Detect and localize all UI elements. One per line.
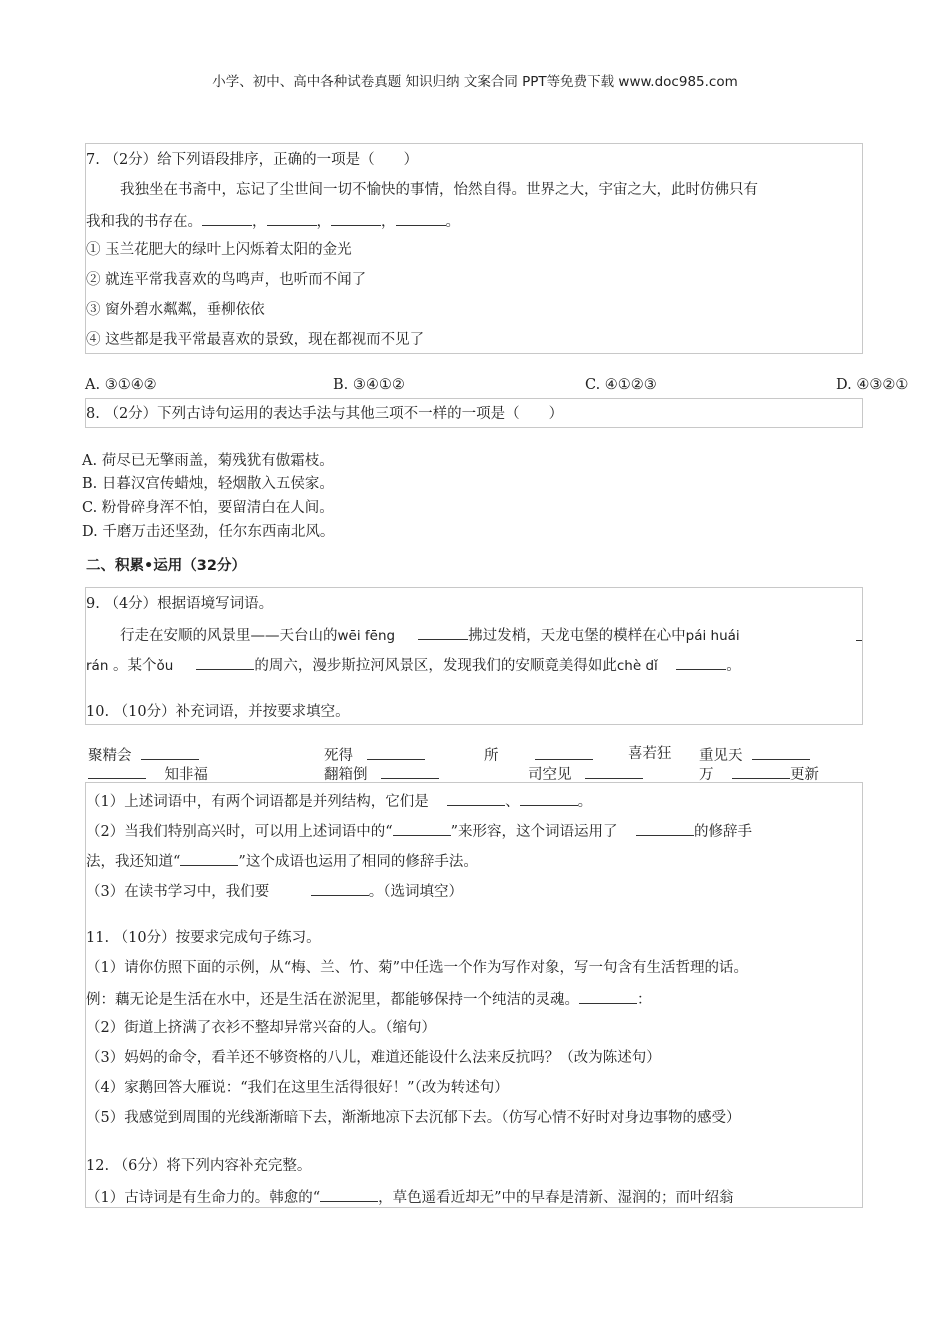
q7-paragraph-line2: 我和我的书存在。 ， ， ， 。 (86, 211, 460, 231)
blank[interactable] (141, 745, 199, 760)
q7-title: 7. （2分）给下列语段排序，正确的一项是（ ） (86, 152, 419, 168)
q9-text: 。 (726, 658, 741, 674)
page-header: 小学、初中、高中各种试卷真题 知识归纳 文案合同 PPT等免费下载 www.doc985.com (212, 74, 738, 90)
pinyin: rán (86, 658, 109, 674)
pinyin: pái huái (685, 628, 740, 644)
blank[interactable] (396, 211, 446, 226)
blank[interactable] (381, 764, 439, 779)
q8-option-d[interactable]: D. 千磨万击还坚劲，任尔东西南北风。 (82, 524, 335, 540)
blank[interactable] (311, 881, 369, 896)
q7-paragraph-text: 我和我的书存在。 (86, 214, 202, 230)
blank[interactable] (676, 655, 726, 670)
q7-option-b[interactable]: B. ③④①② (333, 377, 405, 393)
q10-sub2-cont: 法，我还知道“ ”这个成语也运用了相同的修辞手法。 (86, 851, 478, 871)
q9-text: 拂过发梢，天龙屯堡的模样在心中 (468, 628, 686, 644)
word-item: 死得 (324, 745, 425, 765)
word-item: 万 更新 (699, 764, 819, 784)
blank[interactable] (267, 211, 317, 226)
q10-sub1: （1）上述词语中，有两个词语都是并列结构，它们是 、 。 (86, 791, 592, 811)
q7-item-2: ② 就连平常我喜欢的鸟鸣声，也听而不闻了 (86, 272, 367, 288)
q11-example: 例：藕无论是生活在水中，还是生活在淤泥里，都能够保持一个纯洁的灵魂。 ： (86, 989, 652, 1009)
blank[interactable] (752, 745, 810, 760)
blank[interactable] (320, 1187, 378, 1202)
word-item: 司空见 (528, 764, 643, 784)
blank[interactable] (520, 791, 578, 806)
word-item: 知非福 (88, 764, 208, 784)
q11-title: 11. （10分）按要求完成句子练习。 (86, 930, 321, 946)
blank[interactable] (202, 211, 252, 226)
blank[interactable] (579, 989, 637, 1004)
q9-box (85, 587, 863, 725)
q7-item-3: ③ 窗外碧水粼粼，垂柳依依 (86, 302, 265, 318)
q9-title: 9. （4分）根据语境写词语。 (86, 596, 274, 612)
pinyin: chè dǐ (616, 658, 658, 674)
blank[interactable] (393, 821, 451, 836)
word-item: 喜若狂 (628, 746, 672, 762)
q8-option-a[interactable]: A. 荷尽已无擎雨盖，菊残犹有傲霜枝。 (82, 453, 334, 469)
pinyin: wēi fēng (337, 628, 396, 644)
blank[interactable] (88, 764, 146, 779)
q9-line1 (120, 625, 740, 645)
blank[interactable] (535, 745, 593, 760)
blank[interactable] (447, 791, 505, 806)
section-heading: 二、积累•运用（32分） (86, 558, 246, 574)
word-item: 聚精会 (88, 745, 199, 765)
q11-sub5: （5）我感觉到周围的光线渐渐暗下去，渐渐地凉下去沉郁下去。（仿写心情不好时对身边事物的感受） (86, 1110, 741, 1126)
blank[interactable] (196, 655, 254, 670)
q11-sub2: （2）街道上挤满了衣衫不整却异常兴奋的人。（缩句） (86, 1020, 436, 1036)
q7-item-1: ① 玉兰花肥大的绿叶上闪烁着太阳的金光 (86, 242, 352, 258)
q7-paragraph-line1: 我独坐在书斋中，忘记了尘世间一切不愉快的事情，怡然自得。世界之大，宇宙之大，此时仿佛只有 (120, 182, 758, 198)
q9-text: 行走在安顺的风景里——天台山的 (120, 628, 338, 644)
q8-option-c[interactable]: C. 粉骨碎身浑不怕，要留清白在人间。 (82, 500, 334, 516)
q10-sub3: （3）在读书学习中，我们要 。（选词填空） (86, 881, 463, 901)
q7-option-d[interactable]: D. ④③②① (836, 377, 909, 393)
q8-box (85, 398, 863, 428)
q10-title: 10. （10分）补充词语，并按要求填空。 (86, 704, 350, 720)
q8-option-b[interactable]: B. 日暮汉宫传蜡烛，轻烟散入五侯家。 (82, 476, 334, 492)
q8-title: 8. （2分）下列古诗句运用的表达手法与其他三项不一样的一项是（ ） (86, 406, 564, 422)
blank[interactable] (856, 625, 862, 641)
blank[interactable] (180, 851, 238, 866)
word-item: 重见天 (699, 745, 810, 765)
blank[interactable] (585, 764, 643, 779)
blank[interactable] (331, 211, 381, 226)
q7-option-c[interactable]: C. ④①②③ (585, 377, 657, 393)
q12-title: 12. （6分）将下列内容补充完整。 (86, 1158, 312, 1174)
blank[interactable] (418, 625, 468, 640)
q11-sub1: （1）请你仿照下面的示例，从“梅、兰、竹、菊”中任选一个作为写作对象，写一句含有生活哲理的话。 (86, 960, 749, 976)
blank[interactable] (732, 764, 790, 779)
blank[interactable] (367, 745, 425, 760)
q11-sub4: （4）家鹅回答大雁说：“我们在这里生活得很好！”（改为转述句） (86, 1080, 509, 1096)
q9-line2 (86, 655, 741, 675)
q7-box (85, 143, 863, 354)
q7-item-4: ④ 这些都是我平常最喜欢的景致，现在都视而不见了 (86, 332, 425, 348)
q7-option-a[interactable]: A. ③①④② (85, 377, 157, 393)
q9-text: 。某个 (113, 658, 157, 674)
pinyin: ǒu (156, 658, 174, 674)
word-item: 翻箱倒 (324, 764, 439, 784)
q10-sub2: （2）当我们特别高兴时，可以用上述词语中的“ ”来形容，这个词语运用了 的修辞手 (86, 821, 752, 841)
q9-text: 的周六，漫步斯拉河风景区，发现我们的安顺竟美得如此 (254, 658, 617, 674)
q11-sub3: （3）妈妈的命令，看羊还不够资格的八儿，难道还能设什么法来反抗吗？（改为陈述句） (86, 1050, 661, 1066)
q12-sub1: （1）古诗词是有生命力的。韩愈的“ ，草色遥看近却无”中的早春是清新、湿润的；而叶绍翁 (86, 1187, 734, 1207)
blank[interactable] (636, 821, 694, 836)
q10-q12-box (85, 782, 863, 1208)
word-item: 所 (484, 745, 593, 765)
